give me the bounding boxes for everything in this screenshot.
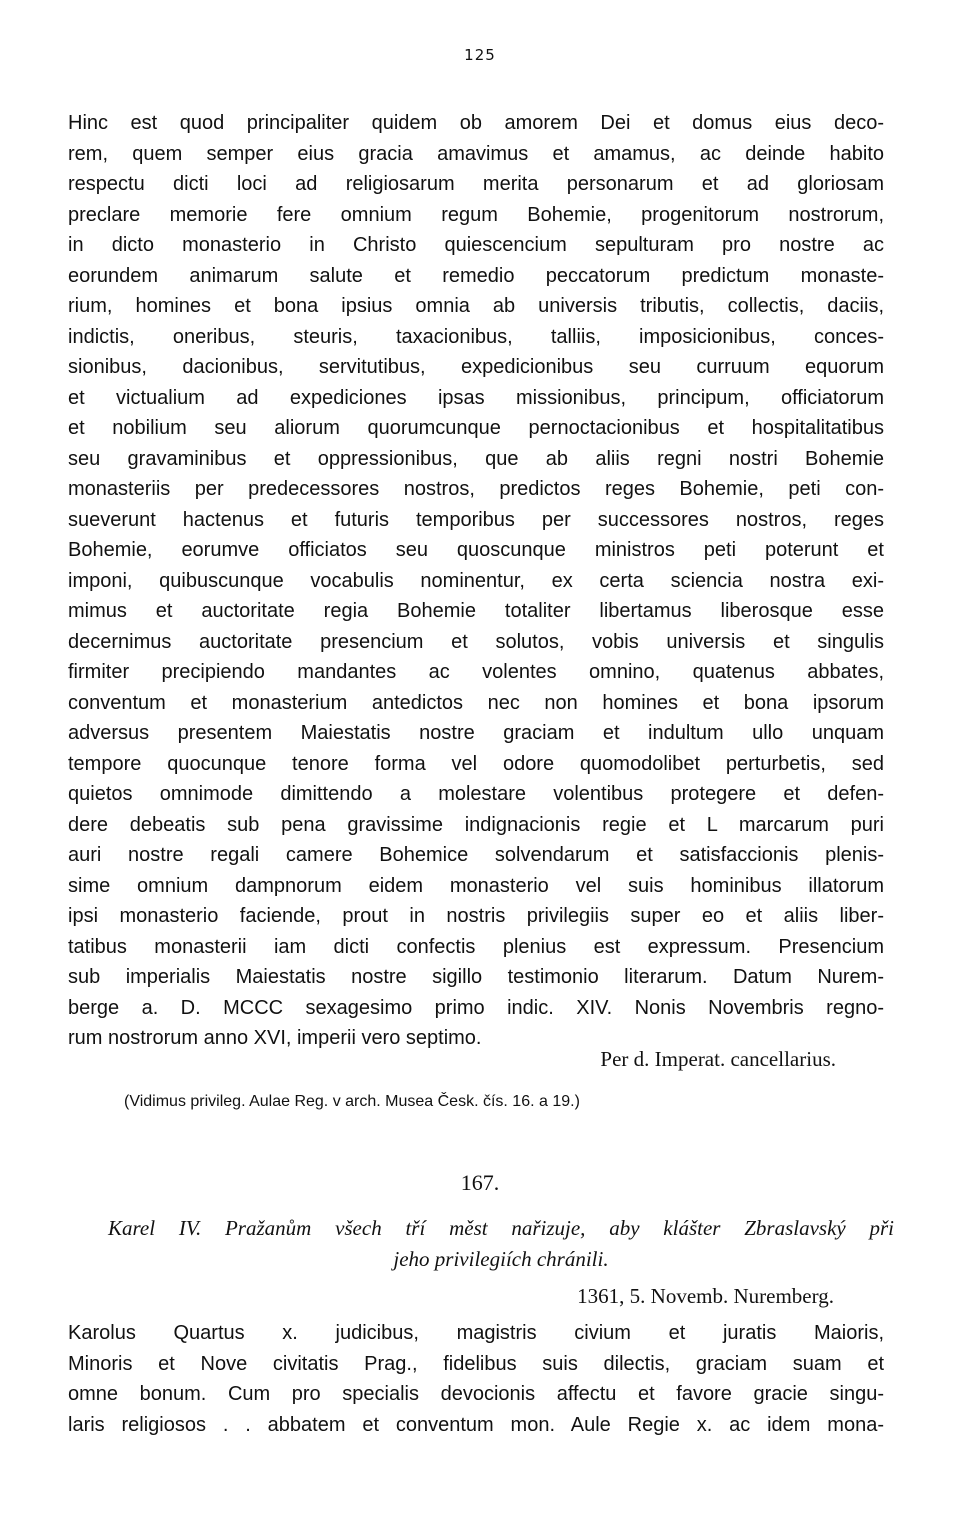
- text-line: et victualium ad expediciones ipsas missionibus, principum, officiatorum: [68, 386, 884, 409]
- text-line: quietos omnimode dimittendo a molestare volentibus protegere et defen-: [68, 783, 884, 805]
- text-line: seu gravaminibus et oppressionibus, que ab aliis regni nostri Bohemie: [68, 447, 884, 470]
- text-line: sub imperialis Maiestatis nostre sigillo testimonio literarum. Datum Nurem-: [68, 966, 884, 988]
- charter-paragraph: [68, 108, 884, 1054]
- text-line: rium, homines et bona ipsius omnia ab universis tributis, collectis, daciis,: [68, 295, 884, 317]
- text-line: indictis, oneribus, steuris, taxacionibus, talliis, imposicionibus, conces-: [68, 325, 884, 348]
- heading-line: jeho privilegiích chránili.: [393, 1247, 609, 1271]
- text-line: Hinc est quod principaliter quidem ob amorem Dei et domus eius deco-: [68, 112, 884, 134]
- text-line: imponi, quibuscunque vocabulis nominentur, ex certa sciencia nostra exi-: [68, 569, 884, 592]
- text-line: eorundem animarum salute et remedio peccatorum predictum monaste-: [68, 264, 884, 287]
- text-line: tempore quocunque tenore forma vel odore quomodolibet perturbetis, sed: [68, 752, 884, 775]
- document-heading: [108, 1213, 894, 1275]
- page-number: 125: [464, 46, 496, 64]
- chancellor-signoff: Per d. Imperat. cancellarius.: [600, 1047, 836, 1071]
- document-date: 1361, 5. Novemb. Nuremberg.: [577, 1284, 834, 1308]
- document-number: 167.: [460, 1170, 500, 1195]
- text-line: sionibus, dacionibus, servitutibus, expedicionibus seu curruum equorum: [68, 356, 884, 378]
- text-line: firmiter precipiendo mandantes ac volentes omnino, quatenus abbates,: [68, 661, 884, 683]
- text-line: berge a. D. MCCC sexagesimo primo indic. XIV. Nonis Novembris regno-: [68, 996, 884, 1019]
- charter-paragraph: [68, 1318, 884, 1440]
- text-line: mimus et auctoritate regia Bohemie totaliter libertamus liberosque esse: [68, 600, 884, 622]
- text-line: sime omnium dampnorum eidem monasterio vel suis hominibus illatorum: [68, 874, 884, 897]
- source-note: (Vidimus privileg. Aulae Reg. v arch. Musea Česk. čís. 16. a 19.): [124, 1093, 580, 1110]
- text-line: sueverunt hactenus et futuris temporibus per successores nostros, reges: [68, 508, 884, 531]
- text-line: dere debeatis sub pena gravissime indignacionis regie et L marcarum puri: [68, 813, 884, 836]
- text-line: adversus presentem Maiestatis nostre graciam et indultum ullo unquam: [68, 722, 884, 744]
- text-line: rum nostrorum anno XVI, imperii vero septimo.: [68, 1027, 482, 1049]
- text-line: in dicto monasterio in Christo quiescencium sepulturam pro nostre ac: [68, 234, 884, 256]
- text-line: rem, quem semper eius gracia amavimus et amamus, ac deinde habito: [68, 142, 884, 165]
- text-line: laris religiosos . . abbatem et conventum mon. Aule Regie x. ac idem mona-: [68, 1413, 884, 1436]
- text-line: et nobilium seu aliorum quorumcunque pernoctacionibus et hospitalitatibus: [68, 417, 884, 439]
- text-line: decernimus auctoritate presencium et solutos, vobis universis et singulis: [68, 630, 884, 653]
- text-line: tatibus monasterii iam dicti confectis plenius est expressum. Presencium: [68, 935, 884, 958]
- text-line: conventum et monasterium antedictos nec non homines et bona ipsorum: [68, 691, 884, 714]
- text-line: respectu dicti loci ad religiosarum merita personarum et ad gloriosam: [68, 173, 884, 195]
- text-line: omne bonum. Cum pro specialis devocionis affectu et favore gracie singu-: [68, 1383, 884, 1405]
- text-line: ipsi monasterio faciende, prout in nostris privilegiis super eo et aliis liber-: [68, 905, 884, 927]
- text-line: monasteriis per predecessores nostros, predictos reges Bohemie, peti con-: [68, 478, 884, 500]
- text-line: Karolus Quartus x. judicibus, magistris civium et juratis Maioris,: [68, 1322, 884, 1344]
- text-line: preclare memorie fere omnium regum Bohemie, progenitorum nostrorum,: [68, 203, 884, 226]
- text-line: auri nostre regali camere Bohemice solvendarum et satisfaccionis plenis-: [68, 844, 884, 866]
- text-line: Bohemie, eorumve officiatos seu quoscunque ministros peti poterunt et: [68, 539, 884, 561]
- text-line: Minoris et Nove civitatis Prag., fidelibus suis dilectis, graciam suam et: [68, 1352, 884, 1375]
- heading-line: Karel IV. Pražanům všech tří měst nařizuje, aby klášter Zbraslavský při: [108, 1216, 894, 1240]
